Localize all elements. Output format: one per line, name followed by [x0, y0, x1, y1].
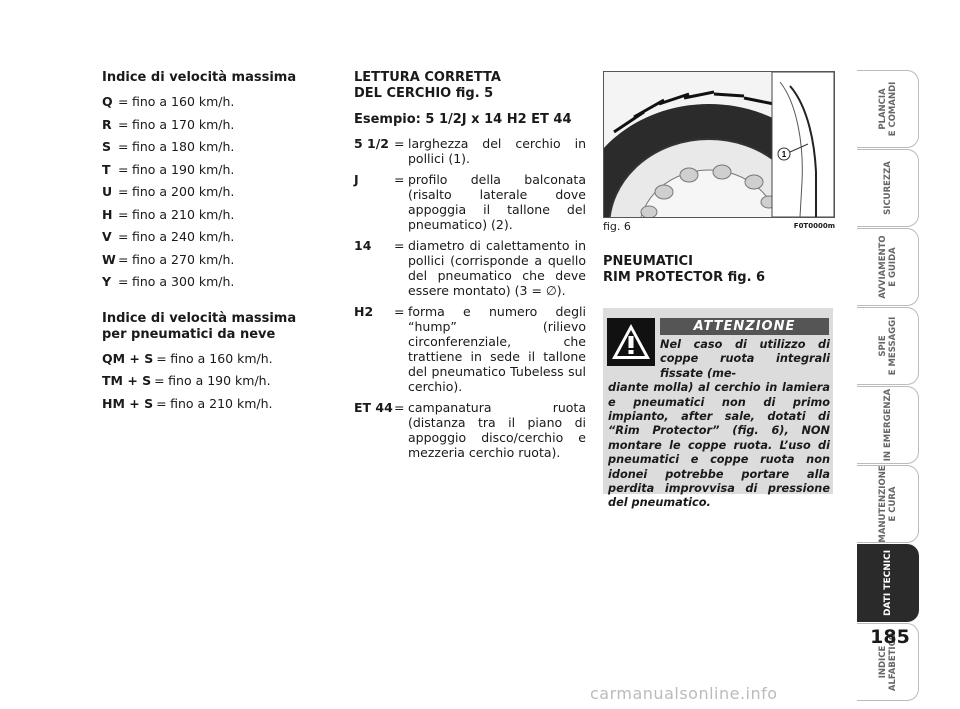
chapter-tab[interactable]: [857, 386, 919, 464]
watermark: carmanualsonline.info: [590, 684, 778, 703]
speed-value: fino a 180 km/h.: [132, 139, 235, 154]
snow-index-list: [102, 351, 302, 411]
rim-title-2: DEL CERCHIO fig. 5: [354, 86, 494, 101]
equals-sign: =: [118, 139, 129, 154]
speed-code: HM + S: [102, 395, 154, 411]
equals-sign: =: [394, 400, 405, 415]
speed-index-row: [102, 351, 302, 366]
speed-value: fino a 240 km/h.: [132, 229, 235, 244]
speed-code: V: [102, 229, 112, 244]
chapter-tab-label: AVVIAMENTO E GUIDA: [877, 235, 898, 299]
page-number: 185: [870, 626, 910, 648]
snow-index-title-2: per pneumatici da neve: [102, 326, 276, 342]
figure-code: F0T0000m: [793, 222, 835, 230]
figure-caption: [603, 220, 835, 233]
speed-value: fino a 170 km/h.: [132, 116, 235, 132]
speed-code: S: [102, 139, 112, 154]
chapter-tab-label: DATI TECNICI: [882, 549, 893, 617]
equals-sign: =: [156, 395, 167, 411]
equals-sign: =: [394, 136, 405, 151]
speed-index-row: [102, 139, 302, 154]
equals-sign: =: [394, 238, 405, 253]
equals-sign: =: [118, 161, 129, 177]
rim-definition-row: [354, 304, 586, 394]
speed-index-title: Indice di velocità massima: [102, 70, 297, 85]
speed-index-row: [102, 117, 302, 132]
speed-value: fino a 300 km/h.: [132, 274, 235, 289]
speed-code: T: [102, 161, 111, 177]
speed-index-row: [102, 373, 302, 388]
rim-description: larghezza del cerchio in pollici (1).: [408, 136, 586, 166]
equals-sign: =: [118, 229, 129, 244]
chapter-tab-label: SICUREZZA: [882, 161, 893, 215]
equals-sign: =: [156, 350, 167, 366]
figure-label: fig. 6: [603, 220, 631, 233]
rim-code: H2: [354, 304, 374, 319]
rim-description: campanatura ruota (distanza tra il piano di appoggio disco/cerchio e mezzeria cerchio ruota).: [408, 400, 586, 460]
rim-definition-row: [354, 238, 586, 298]
rim-definition-row: [354, 400, 586, 460]
speed-code: R: [102, 116, 112, 132]
speed-index-row: [102, 207, 302, 222]
rim-protector-title-1: PNEUMATICI: [603, 254, 693, 269]
rim-description: diametro di calettamento in pollici (corrisponde a quello del pneumatico che deve essere montato) (3 = ∅).: [408, 238, 586, 298]
speed-code: W: [102, 251, 116, 267]
chapter-tab-label: IN EMERGENZA: [882, 388, 893, 462]
chapter-tab[interactable]: [857, 149, 919, 227]
speed-index-row: [102, 252, 302, 267]
rim-code: ET 44: [354, 400, 393, 415]
speed-index-row: [102, 229, 302, 244]
equals-sign: =: [154, 373, 165, 388]
chapter-tab[interactable]: [857, 544, 919, 622]
speed-code: Y: [102, 274, 112, 289]
rim-code: 14: [354, 238, 372, 253]
equals-sign: =: [394, 172, 405, 187]
equals-sign: =: [394, 304, 405, 319]
chapter-tab-label: MANUTENZIONE E CURA: [877, 465, 898, 543]
svg-text:1: 1: [781, 150, 787, 159]
speed-index-row: [102, 162, 302, 177]
tire-illustration: [604, 72, 834, 217]
rim-example: Esempio: 5 1/2J x 14 H2 ET 44: [354, 112, 572, 127]
rim-protector-title-2: RIM PROTECTOR fig. 6: [603, 270, 766, 285]
speed-index-row: [102, 184, 302, 199]
rim-definition-row: [354, 136, 586, 166]
rim-title-1: LETTURA CORRETTA: [354, 70, 501, 85]
chapter-tab[interactable]: [857, 307, 919, 385]
chapter-tab[interactable]: [857, 70, 919, 148]
speed-index-row: [102, 396, 302, 411]
equals-sign: =: [118, 116, 129, 132]
speed-value: fino a 190 km/h.: [168, 373, 271, 388]
speed-index-row: [102, 94, 302, 109]
speed-code: QM + S: [102, 350, 154, 366]
rim-reading-column: [354, 70, 586, 466]
warning-text: [608, 338, 830, 511]
equals-sign: =: [118, 274, 129, 289]
snow-index-title-1: Indice di velocità massima: [102, 310, 297, 326]
speed-value: fino a 190 km/h.: [132, 161, 235, 177]
speed-code: TM + S: [102, 373, 152, 388]
speed-index-column: [102, 70, 302, 418]
rim-description: profilo della balconata (risalto laterale dove appoggia il tallone del pneumatico) (2).: [408, 172, 586, 232]
rim-protector-heading: [603, 254, 835, 286]
speed-value: fino a 210 km/h.: [170, 395, 273, 411]
equals-sign: =: [118, 251, 129, 267]
rim-description: forma e numero degli “hump” (rilievo circonferenziale, che trattiene in sede il tallone del pneumatico Tubeless sul cerchio).: [408, 304, 586, 394]
rim-code: J: [354, 172, 359, 187]
warning-text-line-1: Nel caso di utilizzo di coppe ruota integrali fissate (me-: [660, 338, 830, 380]
speed-code: Q: [102, 94, 113, 109]
speed-code: H: [102, 206, 113, 222]
rim-definitions-list: [354, 136, 586, 460]
speed-value: fino a 160 km/h.: [170, 350, 273, 366]
tire-figure: [603, 71, 835, 218]
equals-sign: =: [118, 206, 129, 222]
rim-code: 5 1/2: [354, 136, 390, 151]
chapter-tab[interactable]: [857, 228, 919, 306]
speed-index-list: [102, 94, 302, 289]
chapter-tab-label: INDICE ALFABETICO: [877, 632, 898, 692]
warning-header: ATTENZIONE: [660, 318, 829, 335]
warning-text-body: diante molla) al cerchio in lamiera e pneumatici non di primo impianto, after sale, dotati di “Rim Protector” (fig. 6), NON montare le coppe ruota. L’uso di pneumatici e coppe ruota non idonei potrebbe portare alla perdita improvvisa di pressione del pneumatico.: [608, 381, 830, 510]
rim-definition-row: [354, 172, 586, 232]
equals-sign: =: [118, 184, 129, 199]
chapter-tab-label: SPIE E MESSAGGI: [877, 316, 898, 376]
speed-value: fino a 200 km/h.: [132, 184, 235, 199]
speed-index-row: [102, 274, 302, 289]
speed-value: fino a 270 km/h.: [132, 251, 235, 267]
equals-sign: =: [118, 94, 129, 109]
speed-code: U: [102, 184, 113, 199]
chapter-tab[interactable]: [857, 465, 919, 543]
chapter-tab-label: PLANCIA E COMANDI: [877, 81, 898, 137]
speed-value: fino a 210 km/h.: [132, 206, 235, 222]
speed-value: fino a 160 km/h.: [132, 94, 235, 109]
